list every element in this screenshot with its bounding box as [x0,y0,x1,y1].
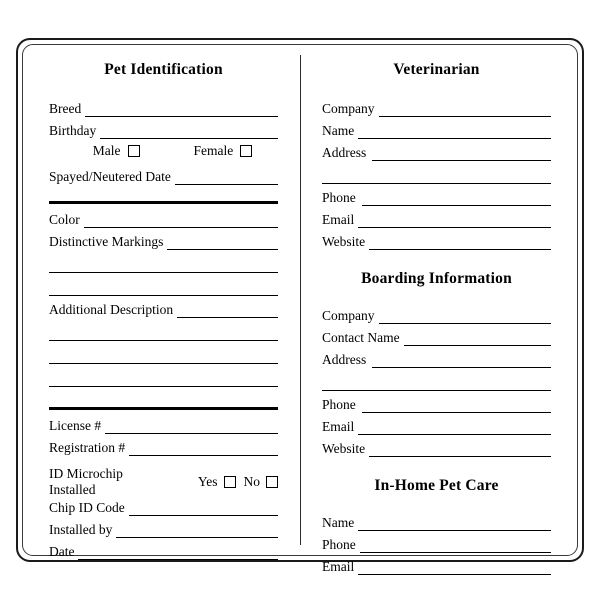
inhome-field-email[interactable] [322,553,551,575]
microchip-no-label: No [243,474,260,489]
in-home-pet-care-title: In-Home Pet Care [374,477,499,494]
field-distinctive-markings-line-2[interactable] [49,250,278,273]
section-divider-top [49,191,278,204]
boarding-field-address[interactable] [322,346,551,368]
field-installed-date-input[interactable] [78,546,278,560]
vet-field-address[interactable] [322,139,551,161]
section-divider-bottom [49,397,278,410]
sex-male-label: Male [92,143,121,158]
field-installed-date[interactable] [49,538,278,560]
inhome-field-name-input[interactable] [358,517,551,531]
field-chip-id-code-label: Chip ID Code [49,500,125,515]
field-installed-by-label: Installed by [49,522,113,537]
boarding-field-phone[interactable] [322,391,551,413]
sex-male-group[interactable] [93,143,140,159]
vet-field-website-label: Website [322,234,366,249]
vet-field-company[interactable] [322,95,551,117]
field-installed-by[interactable] [49,516,278,538]
inhome-field-email-label: Email [322,559,355,574]
boarding-field-company[interactable] [322,302,551,324]
inhome-field-phone-label: Phone [322,537,356,552]
field-distinctive-markings-label: Distinctive Markings [49,234,164,249]
boarding-field-address-input[interactable] [372,354,551,368]
field-additional-description[interactable] [49,296,278,318]
boarding-field-contact-name[interactable] [322,324,551,346]
boarding-field-website[interactable] [322,435,551,457]
pet-record-card [16,38,584,574]
microchip-no-group[interactable] [244,474,279,490]
pet-identification-title: Pet Identification [104,61,223,78]
field-birthday[interactable] [49,117,278,139]
field-spayed-neutered-date[interactable] [49,163,278,185]
boarding-field-website-label: Website [322,441,366,456]
field-color-input[interactable] [84,214,278,228]
inhome-field-name[interactable] [322,509,551,531]
vet-field-address-input[interactable] [372,147,551,161]
vet-field-address-label: Address [322,145,367,160]
boarding-field-email-input[interactable] [358,421,551,435]
sex-female-label: Female [193,143,234,158]
field-additional-description-line-4[interactable] [49,364,278,387]
microchip-yes-group[interactable] [198,474,236,490]
boarding-field-email-label: Email [322,419,355,434]
spacer [49,387,278,397]
field-license-number-input[interactable] [105,420,278,434]
checkbox-male[interactable] [128,145,140,157]
boarding-field-phone-input[interactable] [362,399,551,413]
vet-field-website-input[interactable] [369,236,551,250]
boarding-field-address-line-2[interactable] [322,368,551,391]
field-spayed-neutered-date-label: Spayed/Neutered Date [49,169,171,184]
checkbox-female[interactable] [240,145,252,157]
field-license-number-label: License # [49,418,102,433]
inhome-field-email-input[interactable] [358,561,551,575]
boarding-field-email[interactable] [322,413,551,435]
vet-field-name-label: Name [322,123,355,138]
field-chip-id-code-input[interactable] [129,502,278,516]
checkbox-microchip-no[interactable] [266,476,278,488]
boarding-field-address-label: Address [322,352,367,367]
field-breed-label: Breed [49,101,82,116]
field-spayed-neutered-date-input[interactable] [175,171,278,185]
field-registration-number-input[interactable] [129,442,278,456]
field-license-number[interactable] [49,412,278,434]
boarding-field-contact-name-input[interactable] [404,332,551,346]
boarding-field-company-input[interactable] [379,310,552,324]
vet-field-email[interactable] [322,206,551,228]
boarding-field-contact-name-label: Contact Name [322,330,400,345]
vet-field-name[interactable] [322,117,551,139]
field-color-label: Color [49,212,80,227]
vet-field-email-label: Email [322,212,355,227]
field-registration-number-label: Registration # [49,440,126,455]
field-birthday-label: Birthday [49,123,97,138]
field-registration-number[interactable] [49,434,278,456]
boarding-field-company-label: Company [322,308,375,323]
sex-checkbox-row [49,139,278,163]
inhome-field-name-label: Name [322,515,355,530]
vet-field-website[interactable] [322,228,551,250]
boarding-information-title: Boarding Information [361,270,512,287]
boarding-field-phone-label: Phone [322,397,356,412]
vet-field-phone[interactable] [322,184,551,206]
microchip-yes-label: Yes [197,474,218,489]
inhome-field-phone-input[interactable] [360,539,551,553]
microchip-installed-label: ID Microchip Installed [49,466,123,497]
field-additional-description-line-3[interactable] [49,341,278,364]
field-color[interactable] [49,206,278,228]
vet-field-company-label: Company [322,101,375,116]
services-panel [300,45,577,574]
field-additional-description-line-2[interactable] [49,318,278,341]
field-distinctive-markings[interactable] [49,228,278,250]
vet-field-name-input[interactable] [358,125,551,139]
microchip-installed-row [49,466,278,497]
field-distinctive-markings-input[interactable] [167,236,278,250]
field-breed[interactable] [49,95,278,117]
field-additional-description-label: Additional Description [49,302,174,317]
vet-field-address-line-2[interactable] [322,161,551,184]
veterinarian-title: Veterinarian [393,61,480,78]
boarding-field-website-input[interactable] [369,443,551,457]
vet-field-email-input[interactable] [358,214,551,228]
field-additional-description-input[interactable] [177,304,278,318]
pet-identification-panel [23,45,300,559]
sex-female-group[interactable] [194,143,253,159]
field-installed-date-label: Date [49,544,75,559]
checkbox-microchip-yes[interactable] [224,476,236,488]
field-installed-by-input[interactable] [116,524,278,538]
field-birthday-input[interactable] [100,125,278,139]
field-breed-input[interactable] [85,103,278,117]
vet-field-company-input[interactable] [379,103,552,117]
vet-field-phone-input[interactable] [362,192,551,206]
card-inner-border [22,44,578,574]
inhome-field-phone[interactable] [322,531,551,553]
field-distinctive-markings-line-3[interactable] [49,273,278,296]
vet-field-phone-label: Phone [322,190,356,205]
